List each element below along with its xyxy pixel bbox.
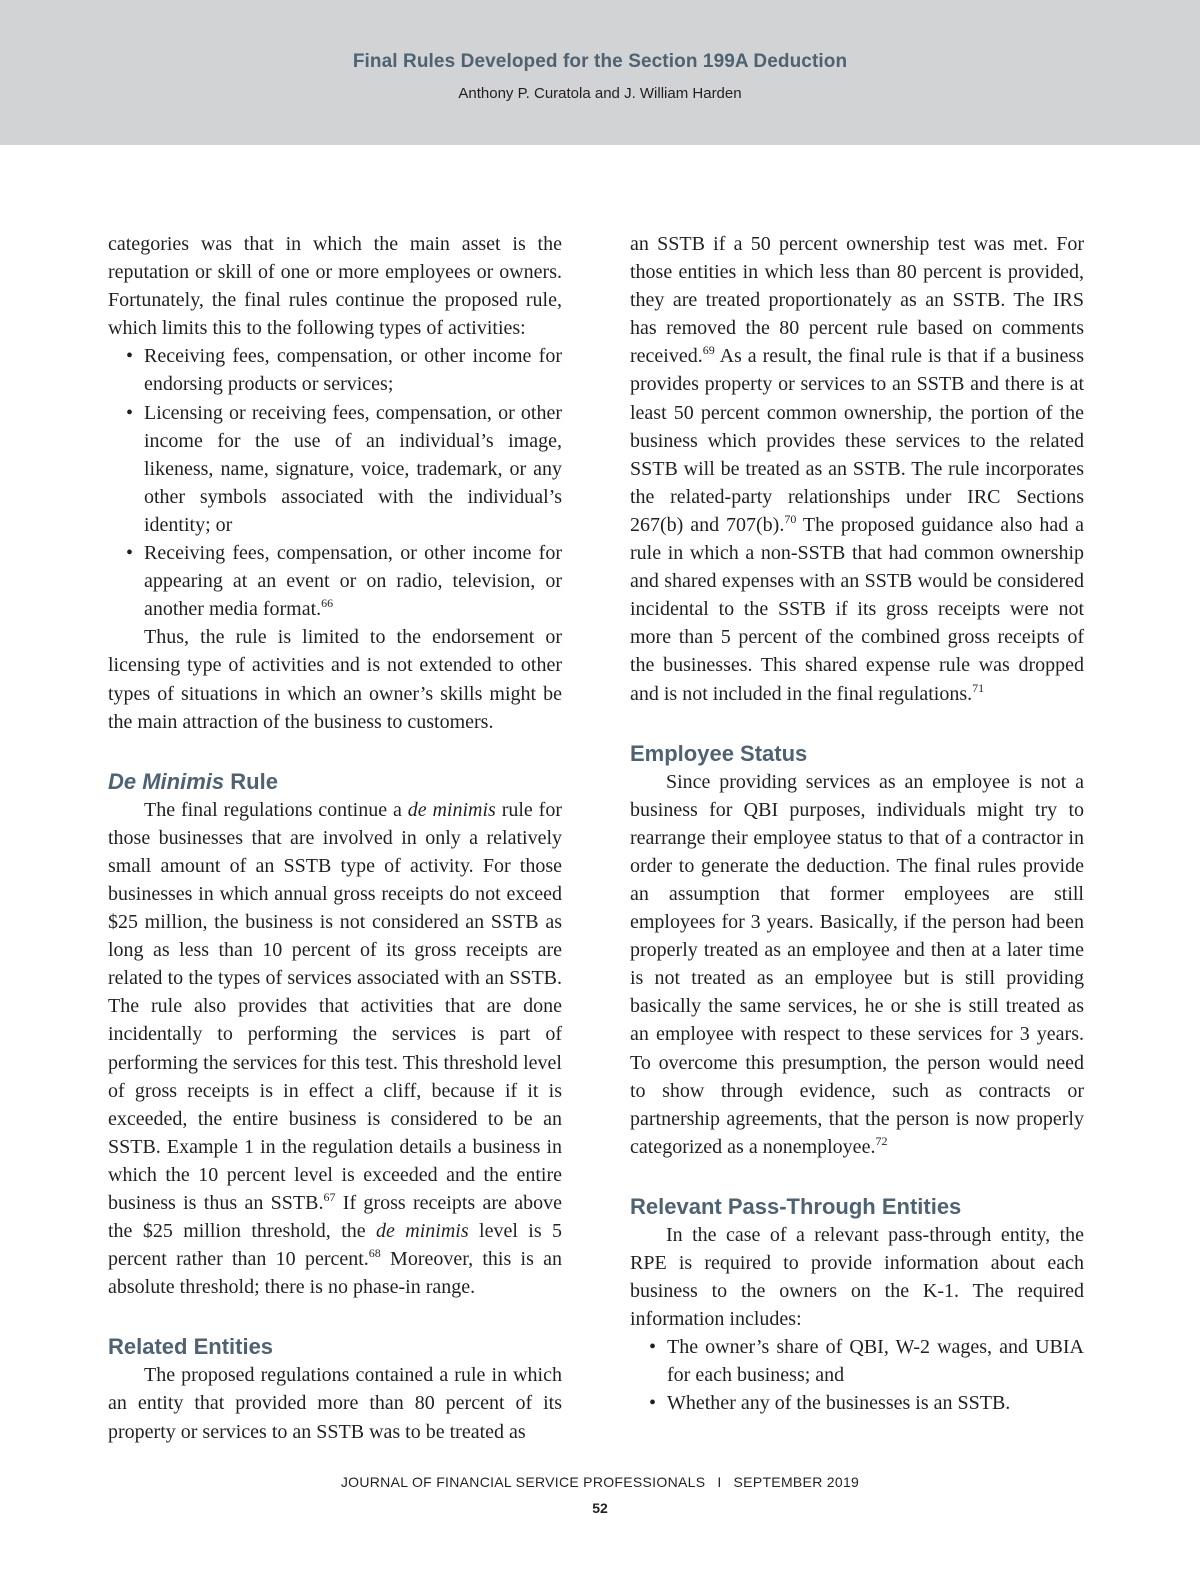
footnote-ref: 69 — [702, 343, 715, 358]
list-item: • Receiving fees, compensation, or other income for appearing at an event or on radio, television, or another media format.$^{66}$ — [108, 539, 562, 623]
list-item: • Licensing or receiving fees, compensation, or other income for the use of an individual’s image, likeness, name, signature, voice, trademark, or any other symbols associated with the individual’s identity; or — [108, 399, 562, 539]
paragraph: The proposed regulations contained a rule in which an entity that provided more than 80 percent of its property or services to an SSTB was to be treated as — [108, 1364, 562, 1443]
footnote-ref: 68 — [368, 1246, 381, 1261]
section-heading-related-entities: Related Entities — [108, 1334, 274, 1360]
paragraph: Since providing services as an employee is not a business for QBI purposes, individuals might try to rearrange their employee status to that of a contractor in order to generate the deduction. The final rules provide an assumption that former employees are still employees for 3 years. Basically, if the person had been properly treated as an employee and then at a later time is not treated as an employee but is still providing basically the same services, he or she is still treated as an employee with respect to these services for 3 years. To overcome this presumption, the person would need to show through evidence, such as contracts or partnership agreements, that the person is now properly categorized as a nonemployee.$^{72}$ — [630, 770, 1084, 1158]
footnote-ref: 66 — [321, 596, 334, 611]
page-number: 52 — [592, 1500, 608, 1516]
left-column — [108, 230, 562, 1446]
footnote-ref: 71 — [972, 680, 985, 695]
right-column — [630, 230, 1084, 1418]
activities-list — [108, 342, 562, 623]
section-heading-de-minimis: De Minimis Rule — [108, 768, 278, 794]
footnote-ref: 72 — [875, 1133, 888, 1148]
required-information-list — [630, 1333, 1084, 1417]
list-item: • The owner’s share of QBI, W-2 wages, and UBIA for each business; and — [630, 1333, 1084, 1389]
list-item: • Receiving fees, compensation, or other income for endorsing products or services; — [108, 342, 562, 398]
running-title: Final Rules Developed for the Section 199A Deduction — [352, 51, 848, 72]
footnote-ref: 67 — [323, 1190, 336, 1204]
paragraph: In the case of a relevant pass-through entity, the RPE is required to provide information about each business to the owners on the K-1. The required information includes: — [630, 1223, 1084, 1331]
paragraph: Thus, the rule is limited to the endorsement or licensing type of activities and is not extended to other types of situations in which an owner’s skills might be the main attraction of the business to customers. — [108, 626, 562, 733]
paragraph: The final regulations continue a de minimis rule for those businesses that are involved in only a relatively small amount of an SSTB type of activity. For those businesses in which annual gross receipts do not exceed $25 million, the business is not considered an SSTB as long as less than 10 percent of its gross receipts are related to the types of services associated with an SSTB. The rule also provides that activities that are done incidentally to performing the services is part of performing the services for this test. This threshold level of gross receipts is in effect a cliff, because if it is exceeded, the entire business is considered to be an SSTB. Example 1 in the regulation details a business in which the 10 percent level is exceeded and the entire business is thus an SSTB.$^{67}$ If gross receipts are above the $25 million threshold, the de minimis level is 5 percent rather than 10 percent.$^{68}$ Moreover, this is an absolute threshold; there is no phase-in range. — [108, 798, 562, 1299]
list-item: • Whether any of the businesses is an SSTB. — [630, 1389, 1084, 1417]
paragraph: an SSTB if a 50 percent ownership test was met. For those entities in which less than 80 percent is provided, they are treated proportionately as an SSTB. The IRS has removed the 80 percent rule based on comments received.$^{69}$ As a result, the final rule is that if a business provides property or services to an SSTB and there is at least 50 percent common ownership, the portion of the business which provides these services to the related SSTB will be treated as an SSTB. The rule incorporates the related-party relationships under IRC Sections 267(b) and 707(b).$^{70}$ The proposed guidance also had a rule in which a non-SSTB that had common ownership and shared expenses with an SSTB would be considered incidental to the SSTB if its gross receipts were not more than 5 percent of the combined gross receipts of the businesses. This shared expense rule was dropped and is not included in the final regulations.$^{71}$ — [630, 233, 1084, 705]
running-authors: Anthony P. Curatola and J. William Harden — [458, 85, 742, 102]
footnote-ref: 70 — [784, 511, 797, 526]
footer-journal: JOURNAL OF FINANCIAL SERVICE PROFESSIONALS I SEPTEMBER 2019 — [340, 1474, 860, 1490]
paragraph: categories was that in which the main asset is the reputation or skill of one or more employees or owners. Fortunately, the final rules continue the proposed rule, which limits this to the following types of activities: — [108, 233, 562, 340]
header-band — [0, 0, 1200, 145]
section-heading-employee-status: Employee Status — [630, 740, 808, 766]
section-heading-relevant-pass-through: Relevant Pass-Through Entities — [630, 1193, 962, 1219]
